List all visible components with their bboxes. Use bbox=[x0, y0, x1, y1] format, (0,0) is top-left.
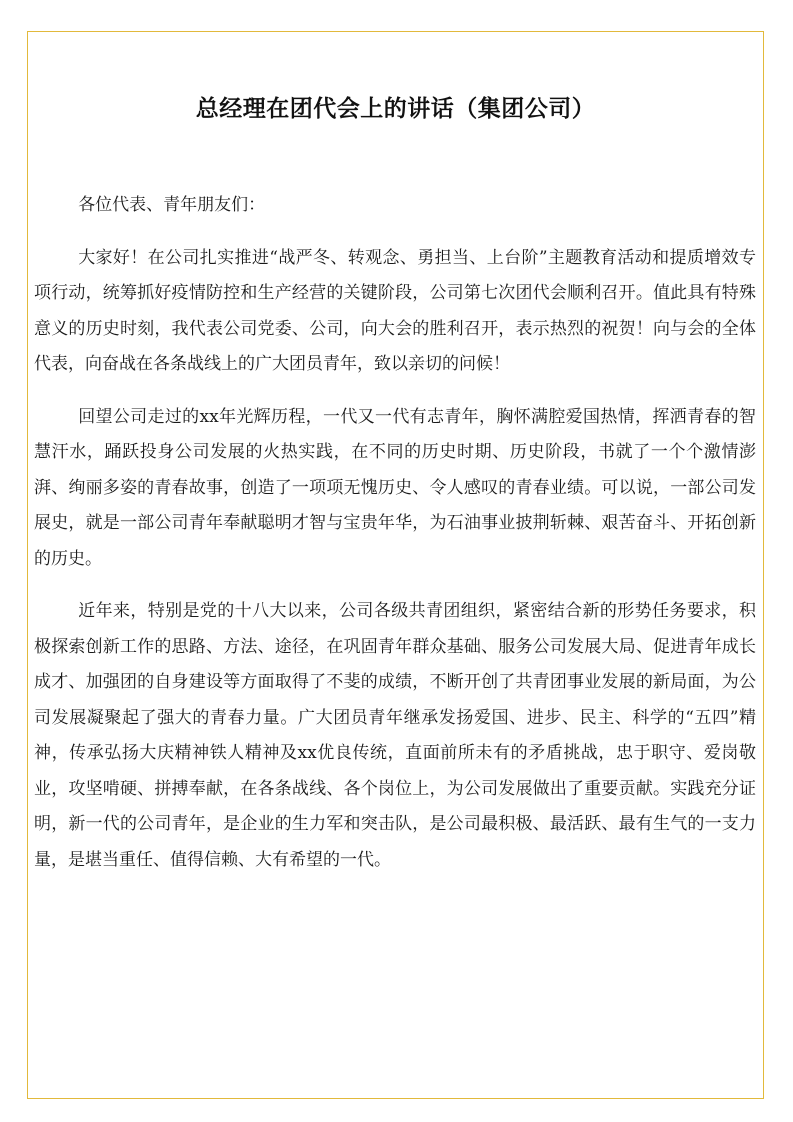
paragraph-3: 近年来，特别是党的十八大以来，公司各级共青团组织，紧密结合新的形势任务要求，积极探索创新工作的思路、方法、途径，在巩固青年群众基础、服务公司发展大局、促进青年成长成才、加强团的自身建设等方面取得了不斐的成绩，不断开创了共青团事业发展的新局面，为公司发展凝聚起了强大的青春力量。广大团员青年继承发扬爱国、进步、民主、科学的“五四”精神，传承弘扬大庆精神铁人精神及xx优良传统，直面前所未有的矛盾挑战，忠于职守、爱岗敬业，攻坚啃硬、拼搏奉献，在各条战线、各个岗位上，为公司发展做出了重要贡献。实践充分证明，新一代的公司青年，是企业的生力军和突击队，是公司最积极、最活跃、最有生气的一支力量，是堪当重任、值得信赖、大有希望的一代。 bbox=[34, 601, 756, 870]
paragraph-1: 大家好！在公司扎实推进“战严冬、转观念、勇担当、上台阶”主题教育活动和提质增效专项行动，统筹抓好疫情防控和生产经营的关键阶段，公司第七次团代会顺利召开。值此具有特殊意义的历史时刻，我代表公司党委、公司，向大会的胜利召开，表示热烈的祝贺！向与会的全体代表，向奋战在各条战线上的广大团员青年，致以亲切的问候！ bbox=[34, 247, 756, 374]
paragraph-2: 回望公司走过的xx年光辉历程，一代又一代有志青年，胸怀满腔爱国热情，挥洒青春的智慧汗水，踊跃投身公司发展的火热实践，在不同的历史时期、历史阶段，书就了一个个激情澎湃、绚丽多姿的青春故事，创造了一项项无愧历史、令人感叹的青春业绩。可以说，一部公司发展史，就是一部公司青年奉献聪明才智与宝贵年华，为石油事业披荆斩棘、艰苦奋斗、开拓创新的历史。 bbox=[34, 406, 756, 569]
document-title: 总经理在团代会上的讲话（集团公司） bbox=[195, 96, 596, 122]
greeting-line: 各位代表、青年朋友们： bbox=[78, 195, 266, 215]
document-body bbox=[34, 188, 756, 895]
